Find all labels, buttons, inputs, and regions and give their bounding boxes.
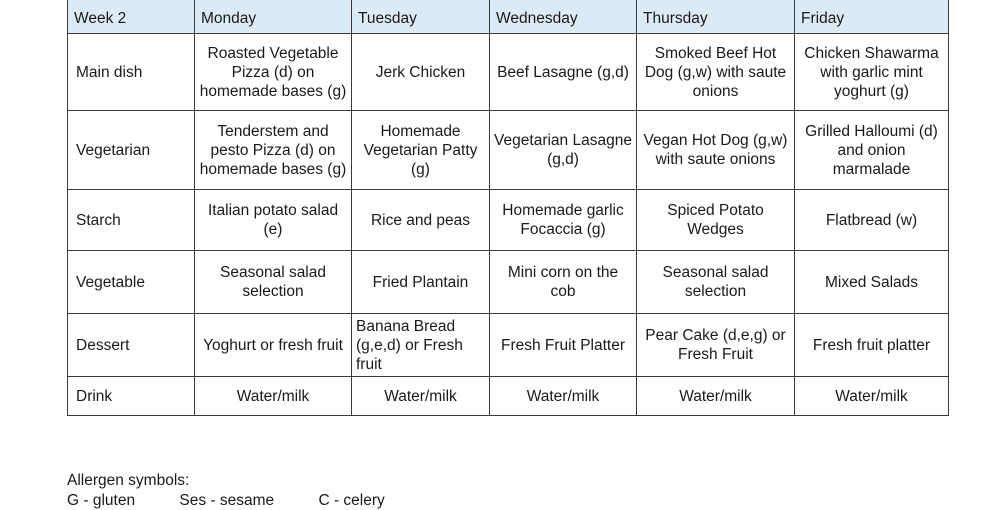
- table-cell: Pear Cake (d,e,g) or Fresh Fruit: [637, 314, 795, 377]
- table-cell: Fresh Fruit Platter: [490, 314, 637, 377]
- table-cell: Water/milk: [352, 377, 490, 416]
- allergen-list: [67, 492, 425, 510]
- header-row: [68, 0, 949, 34]
- table-cell: Water/milk: [795, 377, 949, 416]
- table-cell: Seasonal salad selection: [195, 251, 352, 314]
- table-cell: Vegetarian Lasagne (g,d): [490, 111, 637, 190]
- table-cell: Italian potato salad (e): [195, 190, 352, 251]
- table-row: [68, 251, 949, 314]
- row-label: Starch: [68, 190, 195, 251]
- table-cell: Yoghurt or fresh fruit: [195, 314, 352, 377]
- allergen-item: Ses - sesame: [179, 492, 275, 509]
- table-cell: Vegan Hot Dog (g,w) with saute onions: [637, 111, 795, 190]
- row-label: Vegetarian: [68, 111, 195, 190]
- table-cell: Banana Bread (g,e,d) or Fresh fruit: [352, 314, 490, 377]
- table-cell: Homemade garlic Focaccia (g): [490, 190, 637, 251]
- table-cell: Fresh fruit platter: [795, 314, 949, 377]
- table-cell: Rice and peas: [352, 190, 490, 251]
- row-label: Drink: [68, 377, 195, 416]
- header-thursday: Thursday: [637, 0, 795, 34]
- table-row: [68, 377, 949, 416]
- table-cell: Beef Lasagne (g,d): [490, 34, 637, 111]
- table-cell: Water/milk: [195, 377, 352, 416]
- table-cell: Fried Plantain: [352, 251, 490, 314]
- table-cell: Grilled Halloumi (d) and onion marmalade: [795, 111, 949, 190]
- table-cell: Mini corn on the cob: [490, 251, 637, 314]
- row-label: Main dish: [68, 34, 195, 111]
- header-week: Week 2: [68, 0, 195, 34]
- header-tuesday: Tuesday: [352, 0, 490, 34]
- table-cell: Flatbread (w): [795, 190, 949, 251]
- table-cell: Water/milk: [637, 377, 795, 416]
- table-row: [68, 34, 949, 111]
- table-cell: Chicken Shawarma with garlic mint yoghurt (g): [795, 34, 949, 111]
- table-row: [68, 190, 949, 251]
- table-cell: Smoked Beef Hot Dog (g,w) with saute onions: [637, 34, 795, 111]
- allergen-item: C - celery: [318, 492, 385, 509]
- table-cell: Mixed Salads: [795, 251, 949, 314]
- table-cell: Spiced Potato Wedges: [637, 190, 795, 251]
- allergen-title: Allergen symbols:: [67, 472, 190, 489]
- row-label: Vegetable: [68, 251, 195, 314]
- table-cell: Water/milk: [490, 377, 637, 416]
- header-monday: Monday: [195, 0, 352, 34]
- table-cell: Seasonal salad selection: [637, 251, 795, 314]
- table-row: [68, 314, 949, 377]
- table-row: [68, 111, 949, 190]
- table-cell: Tenderstem and pesto Pizza (d) on homemade bases (g): [195, 111, 352, 190]
- row-label: Dessert: [68, 314, 195, 377]
- menu-table: [67, 0, 949, 416]
- table-cell: Homemade Vegetarian Patty (g): [352, 111, 490, 190]
- allergen-item: G - gluten: [67, 492, 136, 509]
- header-wednesday: Wednesday: [490, 0, 637, 34]
- table-cell: Jerk Chicken: [352, 34, 490, 111]
- header-friday: Friday: [795, 0, 949, 34]
- table-cell: Roasted Vegetable Pizza (d) on homemade bases (g): [195, 34, 352, 111]
